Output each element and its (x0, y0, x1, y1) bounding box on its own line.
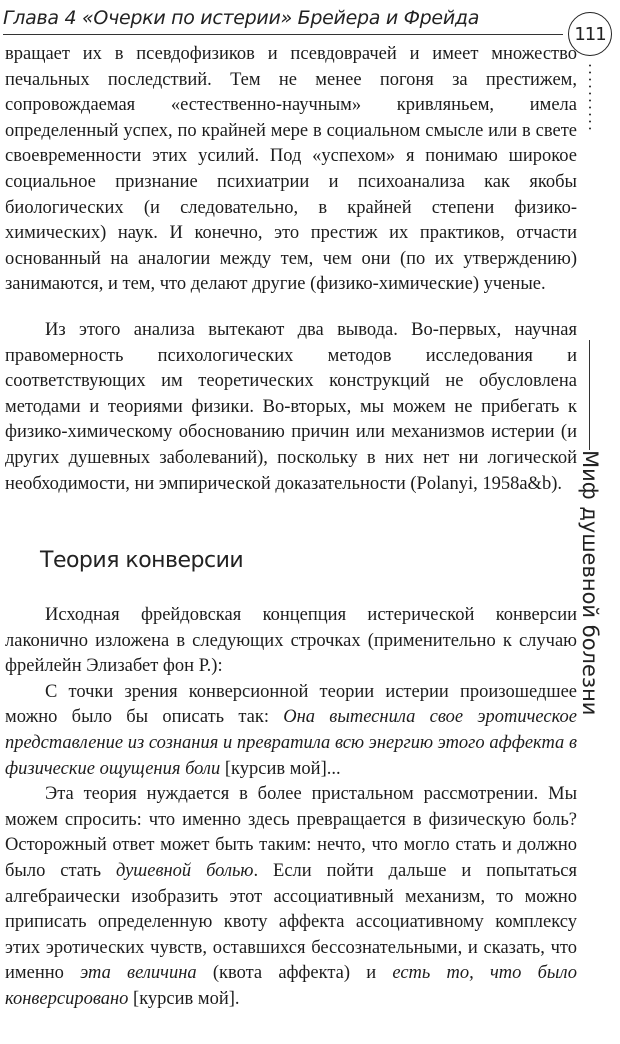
quote-paragraph (5, 782, 577, 1012)
quote-text: Эта теория нуждается в более пристальном рассмотрении. Мы можем спросить: что именно здесь превращается в физическую боль? Осторожный ответ может быть таким: нечто, что могло стать и должно было стать (5, 784, 577, 881)
quote-text: (квота аффекта) и (196, 963, 393, 984)
paragraph: Исходная фрейдовская концепция истерической конверсии лаконично изложена в следующих строчках (применительно к случаю фрейлейн Элизабет фон Р.): (5, 605, 577, 677)
running-header: Глава 4 «Очерки по истерии» Брейера и Фрейда (3, 7, 480, 29)
side-rule (589, 340, 590, 450)
page-number: 111 (568, 12, 612, 56)
paragraph: вращает их в псевдофизиков и псевдоврачей и имеет множество печальных последствий. Тем не менее погоня за престижем, сопровождаемая «естественно-научным» кривляньем, имела определенный успех, по крайней мере в социальном смысле или в свете своевременности этих усилий. Под «успехом» я понимаю широкое социальное признание психиатрии и психоанализа как якобы биологических (и следовательно, в крайней степени физико-химических) наук. И конечно, это престиж их практиков, отчасти основанный на аналогии между тем, чем они (по их утверждению) занимаются, и тем, что делают другие (физико-химические) ученые. (5, 44, 577, 295)
header-rule (3, 34, 563, 35)
quote-paragraph (5, 680, 577, 782)
quote-tail: [курсив мой]... (220, 758, 341, 779)
quote-italic: есть то, что было конверсировано (5, 963, 577, 1009)
quote-italic: Она вытеснила свое эротическое представление из сознания и превратила всю энергию этого аффекта в физические ощущения боли (5, 707, 577, 779)
body-text-section (5, 603, 577, 1013)
body-text-conclusions (5, 318, 577, 497)
quote-tail: [курсив мой]. (128, 988, 240, 1009)
quote-text: . Если пойти дальше и попытаться алгебраически изобразить этот ассоциативный механизм, то можно приписать определенную квоту аффекта ассоциативному комплексу этих эротических чувств, оставшихся бессознательными, и сказать, что именно (5, 860, 577, 984)
body-text-top (5, 42, 577, 298)
quote-italic: эта величина (80, 963, 197, 984)
paragraph: Из этого анализа вытекают два вывода. Во-первых, научная правомерность психологических методов исследования и соответствующих им теоретических конструкций не обусловлена методами и теориями физики. Во-вторых, мы можем не прибегать к физико-химическому обоснованию причин или механизмов истерии (и других душевных заболеваний), поскольку в них нет ни логической необходимости, ни эмпирической доказательности (Polanyi, 1958a&b). (5, 320, 577, 494)
dotted-rule (589, 62, 591, 132)
section-heading: Теория конверсии (40, 548, 244, 573)
side-book-title: Миф душевной болезни (578, 450, 602, 716)
quote-italic: душевной болью (115, 860, 254, 881)
quote-text: С точки зрения конверсионной теории истерии произошедшее можно было бы описать так: (5, 681, 577, 728)
